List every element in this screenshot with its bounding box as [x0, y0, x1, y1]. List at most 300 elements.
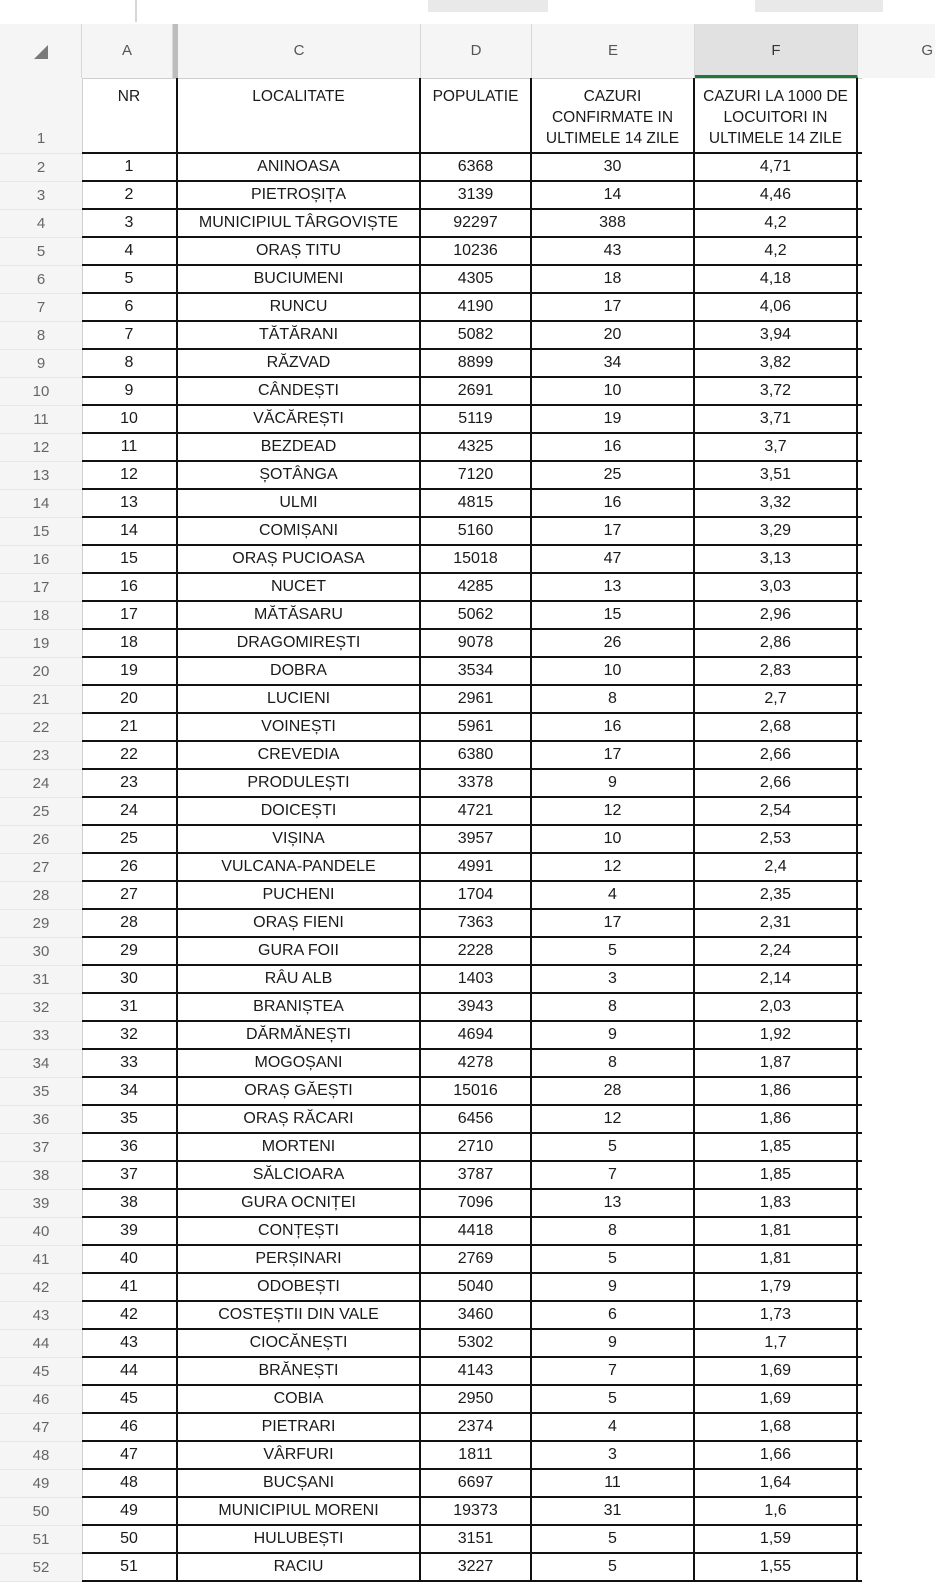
- cell-localitate[interactable]: ORAȘ RĂCARI: [178, 1106, 421, 1132]
- row-header[interactable]: 11: [0, 406, 82, 434]
- cell-nr[interactable]: 7: [82, 322, 178, 348]
- cell-rata[interactable]: 3,82: [695, 350, 858, 376]
- cell-localitate[interactable]: PRODULEȘTI: [178, 770, 421, 796]
- cell-populatie[interactable]: 3534: [421, 658, 532, 684]
- cell-rata[interactable]: 4,46: [695, 182, 858, 208]
- cell-populatie[interactable]: 7363: [421, 910, 532, 936]
- cell-cazuri[interactable]: 12: [532, 798, 695, 824]
- select-all-corner[interactable]: [0, 24, 82, 78]
- header-cell-rata[interactable]: CAZURI LA 1000 DE LOCUITORI IN ULTIMELE 14 ZILE: [695, 78, 858, 152]
- cell-rata[interactable]: 1,81: [695, 1218, 858, 1244]
- cell-localitate[interactable]: ORAȘ PUCIOASA: [178, 546, 421, 572]
- cell-localitate[interactable]: PIETROȘIȚA: [178, 182, 421, 208]
- cell-localitate[interactable]: GURA OCNIȚEI: [178, 1190, 421, 1216]
- cell-nr[interactable]: 42: [82, 1302, 178, 1328]
- cell-cazuri[interactable]: 9: [532, 1274, 695, 1300]
- row-header[interactable]: 25: [0, 798, 82, 826]
- cell-cazuri[interactable]: 28: [532, 1078, 695, 1104]
- row-header[interactable]: 6: [0, 266, 82, 294]
- cell-nr[interactable]: 40: [82, 1246, 178, 1272]
- cell-cazuri[interactable]: 8: [532, 686, 695, 712]
- cell-rata[interactable]: 4,06: [695, 294, 858, 320]
- header-cell-localitate[interactable]: LOCALITATE: [178, 78, 421, 152]
- cell-cazuri[interactable]: 31: [532, 1498, 695, 1524]
- cell-localitate[interactable]: COMIȘANI: [178, 518, 421, 544]
- cell-localitate[interactable]: RUNCU: [178, 294, 421, 320]
- cell-populatie[interactable]: 1403: [421, 966, 532, 992]
- cell-rata[interactable]: 1,73: [695, 1302, 858, 1328]
- cell-cazuri[interactable]: 26: [532, 630, 695, 656]
- cell-localitate[interactable]: CREVEDIA: [178, 742, 421, 768]
- cell-localitate[interactable]: PUCHENI: [178, 882, 421, 908]
- cell-rata[interactable]: 2,35: [695, 882, 858, 908]
- cell-localitate[interactable]: CÂNDEȘTI: [178, 378, 421, 404]
- cell-cazuri[interactable]: 17: [532, 294, 695, 320]
- row-header[interactable]: 4: [0, 210, 82, 238]
- cell-nr[interactable]: 50: [82, 1526, 178, 1552]
- cell-localitate[interactable]: ORAȘ GĂEȘTI: [178, 1078, 421, 1104]
- cell-localitate[interactable]: RÂU ALB: [178, 966, 421, 992]
- row-header[interactable]: 52: [0, 1554, 82, 1582]
- row-header[interactable]: 9: [0, 350, 82, 378]
- cell-cazuri[interactable]: 10: [532, 378, 695, 404]
- cell-cazuri[interactable]: 9: [532, 770, 695, 796]
- cell-localitate[interactable]: ORAȘ TITU: [178, 238, 421, 264]
- cell-nr[interactable]: 18: [82, 630, 178, 656]
- cell-localitate[interactable]: ORAȘ FIENI: [178, 910, 421, 936]
- row-header[interactable]: 30: [0, 938, 82, 966]
- cell-nr[interactable]: 28: [82, 910, 178, 936]
- cell-cazuri[interactable]: 14: [532, 182, 695, 208]
- cell-rata[interactable]: 2,7: [695, 686, 858, 712]
- cell-cazuri[interactable]: 17: [532, 910, 695, 936]
- cell-cazuri[interactable]: 25: [532, 462, 695, 488]
- row-header[interactable]: 21: [0, 686, 82, 714]
- cell-cazuri[interactable]: 9: [532, 1330, 695, 1356]
- cell-nr[interactable]: 1: [82, 154, 178, 180]
- cell-nr[interactable]: 6: [82, 294, 178, 320]
- cell-nr[interactable]: 14: [82, 518, 178, 544]
- toolbar-button[interactable]: [428, 0, 548, 12]
- cell-populatie[interactable]: 4721: [421, 798, 532, 824]
- cell-populatie[interactable]: 3151: [421, 1526, 532, 1552]
- row-header[interactable]: 13: [0, 462, 82, 490]
- row-header[interactable]: 5: [0, 238, 82, 266]
- cell-populatie[interactable]: 3139: [421, 182, 532, 208]
- cell-populatie[interactable]: 5302: [421, 1330, 532, 1356]
- cell-cazuri[interactable]: 19: [532, 406, 695, 432]
- cell-populatie[interactable]: 7120: [421, 462, 532, 488]
- column-header-c[interactable]: C: [178, 24, 421, 78]
- cell-rata[interactable]: 2,4: [695, 854, 858, 880]
- cell-rata[interactable]: 4,2: [695, 210, 858, 236]
- row-header[interactable]: 49: [0, 1470, 82, 1498]
- cell-localitate[interactable]: ȘOTÂNGA: [178, 462, 421, 488]
- cell-cazuri[interactable]: 47: [532, 546, 695, 572]
- cell-rata[interactable]: 3,29: [695, 518, 858, 544]
- cell-nr[interactable]: 22: [82, 742, 178, 768]
- cell-rata[interactable]: 1,92: [695, 1022, 858, 1048]
- cell-cazuri[interactable]: 18: [532, 266, 695, 292]
- cell-nr[interactable]: 51: [82, 1554, 178, 1580]
- cell-populatie[interactable]: 2691: [421, 378, 532, 404]
- cell-rata[interactable]: 1,79: [695, 1274, 858, 1300]
- row-header[interactable]: 27: [0, 854, 82, 882]
- row-header[interactable]: 28: [0, 882, 82, 910]
- cell-cazuri[interactable]: 34: [532, 350, 695, 376]
- cell-rata[interactable]: 1,81: [695, 1246, 858, 1272]
- cell-rata[interactable]: 1,66: [695, 1442, 858, 1468]
- cell-rata[interactable]: 2,31: [695, 910, 858, 936]
- row-header[interactable]: 14: [0, 490, 82, 518]
- row-header[interactable]: 36: [0, 1106, 82, 1134]
- cell-localitate[interactable]: ULMI: [178, 490, 421, 516]
- row-header[interactable]: 7: [0, 294, 82, 322]
- cell-rata[interactable]: 3,13: [695, 546, 858, 572]
- row-header[interactable]: 38: [0, 1162, 82, 1190]
- cell-nr[interactable]: 47: [82, 1442, 178, 1468]
- cell-localitate[interactable]: VĂCĂREȘTI: [178, 406, 421, 432]
- row-header[interactable]: 35: [0, 1078, 82, 1106]
- cell-populatie[interactable]: 4278: [421, 1050, 532, 1076]
- cell-rata[interactable]: 1,6: [695, 1498, 858, 1524]
- cell-localitate[interactable]: PERȘINARI: [178, 1246, 421, 1272]
- row-header[interactable]: 18: [0, 602, 82, 630]
- cell-populatie[interactable]: 3227: [421, 1554, 532, 1580]
- cell-nr[interactable]: 41: [82, 1274, 178, 1300]
- cell-populatie[interactable]: 3943: [421, 994, 532, 1020]
- row-header[interactable]: 16: [0, 546, 82, 574]
- cell-rata[interactable]: 2,96: [695, 602, 858, 628]
- row-header[interactable]: 2: [0, 154, 82, 182]
- cell-localitate[interactable]: CIOCĂNEȘTI: [178, 1330, 421, 1356]
- cell-populatie[interactable]: 3460: [421, 1302, 532, 1328]
- cell-nr[interactable]: 35: [82, 1106, 178, 1132]
- header-cell-nr[interactable]: NR: [82, 78, 178, 152]
- cell-rata[interactable]: 1,7: [695, 1330, 858, 1356]
- row-header[interactable]: 19: [0, 630, 82, 658]
- cell-cazuri[interactable]: 17: [532, 742, 695, 768]
- cell-rata[interactable]: 2,86: [695, 630, 858, 656]
- cell-localitate[interactable]: HULUBEȘTI: [178, 1526, 421, 1552]
- cell-populatie[interactable]: 15018: [421, 546, 532, 572]
- cell-localitate[interactable]: VÂRFURI: [178, 1442, 421, 1468]
- cell-rata[interactable]: 1,68: [695, 1414, 858, 1440]
- cell-rata[interactable]: 2,83: [695, 658, 858, 684]
- row-header[interactable]: 8: [0, 322, 82, 350]
- cell-cazuri[interactable]: 16: [532, 434, 695, 460]
- row-header[interactable]: 15: [0, 518, 82, 546]
- cell-rata[interactable]: 1,86: [695, 1078, 858, 1104]
- cell-rata[interactable]: 1,83: [695, 1190, 858, 1216]
- row-header[interactable]: 44: [0, 1330, 82, 1358]
- cell-localitate[interactable]: VULCANA-PANDELE: [178, 854, 421, 880]
- cell-rata[interactable]: 1,87: [695, 1050, 858, 1076]
- cell-populatie[interactable]: 3957: [421, 826, 532, 852]
- cell-cazuri[interactable]: 5: [532, 1386, 695, 1412]
- cell-localitate[interactable]: BUCȘANI: [178, 1470, 421, 1496]
- cell-nr[interactable]: 5: [82, 266, 178, 292]
- cell-cazuri[interactable]: 7: [532, 1162, 695, 1188]
- cell-cazuri[interactable]: 3: [532, 966, 695, 992]
- cell-rata[interactable]: 2,68: [695, 714, 858, 740]
- cell-rata[interactable]: 1,55: [695, 1554, 858, 1580]
- header-cell-cazuri[interactable]: CAZURI CONFIRMATE IN ULTIMELE 14 ZILE: [532, 78, 695, 152]
- cell-cazuri[interactable]: 5: [532, 1246, 695, 1272]
- cell-populatie[interactable]: 4991: [421, 854, 532, 880]
- cell-rata[interactable]: 3,03: [695, 574, 858, 600]
- cell-populatie[interactable]: 5119: [421, 406, 532, 432]
- row-header[interactable]: 22: [0, 714, 82, 742]
- cell-nr[interactable]: 33: [82, 1050, 178, 1076]
- cell-cazuri[interactable]: 15: [532, 602, 695, 628]
- cell-cazuri[interactable]: 16: [532, 490, 695, 516]
- cell-cazuri[interactable]: 8: [532, 1218, 695, 1244]
- cell-cazuri[interactable]: 3: [532, 1442, 695, 1468]
- cell-populatie[interactable]: 3378: [421, 770, 532, 796]
- cell-populatie[interactable]: 1811: [421, 1442, 532, 1468]
- row-header[interactable]: 32: [0, 994, 82, 1022]
- row-header[interactable]: 41: [0, 1246, 82, 1274]
- cell-cazuri[interactable]: 6: [532, 1302, 695, 1328]
- cell-populatie[interactable]: 6456: [421, 1106, 532, 1132]
- cell-rata[interactable]: 2,66: [695, 770, 858, 796]
- cell-localitate[interactable]: BUCIUMENI: [178, 266, 421, 292]
- cell-populatie[interactable]: 2374: [421, 1414, 532, 1440]
- cell-populatie[interactable]: 92297: [421, 210, 532, 236]
- cell-localitate[interactable]: DOICEȘTI: [178, 798, 421, 824]
- row-header[interactable]: 23: [0, 742, 82, 770]
- cell-nr[interactable]: 12: [82, 462, 178, 488]
- cell-populatie[interactable]: 5040: [421, 1274, 532, 1300]
- cell-cazuri[interactable]: 4: [532, 1414, 695, 1440]
- cell-populatie[interactable]: 2710: [421, 1134, 532, 1160]
- cell-nr[interactable]: 9: [82, 378, 178, 404]
- cell-cazuri[interactable]: 12: [532, 1106, 695, 1132]
- cell-rata[interactable]: 2,66: [695, 742, 858, 768]
- cell-localitate[interactable]: VOINEȘTI: [178, 714, 421, 740]
- cell-rata[interactable]: 1,85: [695, 1134, 858, 1160]
- cell-populatie[interactable]: 19373: [421, 1498, 532, 1524]
- cell-cazuri[interactable]: 13: [532, 1190, 695, 1216]
- cell-localitate[interactable]: BRĂNEȘTI: [178, 1358, 421, 1384]
- cell-cazuri[interactable]: 30: [532, 154, 695, 180]
- row-header[interactable]: 50: [0, 1498, 82, 1526]
- cell-populatie[interactable]: 4190: [421, 294, 532, 320]
- cell-localitate[interactable]: BRANIȘTEA: [178, 994, 421, 1020]
- cell-nr[interactable]: 19: [82, 658, 178, 684]
- row-header[interactable]: 40: [0, 1218, 82, 1246]
- cell-populatie[interactable]: 1704: [421, 882, 532, 908]
- cell-populatie[interactable]: 2769: [421, 1246, 532, 1272]
- cell-populatie[interactable]: 5961: [421, 714, 532, 740]
- cell-localitate[interactable]: ANINOASA: [178, 154, 421, 180]
- cell-populatie[interactable]: 6697: [421, 1470, 532, 1496]
- cell-localitate[interactable]: RACIU: [178, 1554, 421, 1580]
- toolbar-button[interactable]: [755, 0, 883, 12]
- column-header-d[interactable]: D: [421, 24, 532, 78]
- cell-cazuri[interactable]: 5: [532, 1526, 695, 1552]
- cell-populatie[interactable]: 6368: [421, 154, 532, 180]
- cell-cazuri[interactable]: 10: [532, 658, 695, 684]
- row-header[interactable]: 39: [0, 1190, 82, 1218]
- cell-populatie[interactable]: 4815: [421, 490, 532, 516]
- cell-cazuri[interactable]: 8: [532, 994, 695, 1020]
- cell-nr[interactable]: 49: [82, 1498, 178, 1524]
- column-g-empty[interactable]: [862, 78, 935, 1586]
- cell-nr[interactable]: 24: [82, 798, 178, 824]
- cell-cazuri[interactable]: 8: [532, 1050, 695, 1076]
- cell-rata[interactable]: 3,72: [695, 378, 858, 404]
- cell-cazuri[interactable]: 10: [532, 826, 695, 852]
- cell-cazuri[interactable]: 16: [532, 714, 695, 740]
- cell-populatie[interactable]: 7096: [421, 1190, 532, 1216]
- cell-cazuri[interactable]: 43: [532, 238, 695, 264]
- cell-nr[interactable]: 25: [82, 826, 178, 852]
- cell-nr[interactable]: 34: [82, 1078, 178, 1104]
- row-header[interactable]: 51: [0, 1526, 82, 1554]
- cell-populatie[interactable]: 5160: [421, 518, 532, 544]
- cell-cazuri[interactable]: 12: [532, 854, 695, 880]
- row-header[interactable]: 12: [0, 434, 82, 462]
- cell-localitate[interactable]: BEZDEAD: [178, 434, 421, 460]
- cell-populatie[interactable]: 6380: [421, 742, 532, 768]
- cell-nr[interactable]: 39: [82, 1218, 178, 1244]
- cell-localitate[interactable]: PIETRARI: [178, 1414, 421, 1440]
- cell-localitate[interactable]: MUNICIPIUL TÂRGOVIȘTE: [178, 210, 421, 236]
- cell-localitate[interactable]: MĂTĂSARU: [178, 602, 421, 628]
- cell-localitate[interactable]: VIȘINA: [178, 826, 421, 852]
- cell-rata[interactable]: 1,69: [695, 1386, 858, 1412]
- cell-populatie[interactable]: 4694: [421, 1022, 532, 1048]
- cell-rata[interactable]: 4,71: [695, 154, 858, 180]
- cell-localitate[interactable]: NUCET: [178, 574, 421, 600]
- cell-localitate[interactable]: DĂRMĂNEȘTI: [178, 1022, 421, 1048]
- cell-localitate[interactable]: RĂZVAD: [178, 350, 421, 376]
- row-header[interactable]: 29: [0, 910, 82, 938]
- cell-populatie[interactable]: 4305: [421, 266, 532, 292]
- cell-rata[interactable]: 3,51: [695, 462, 858, 488]
- cell-nr[interactable]: 36: [82, 1134, 178, 1160]
- cell-cazuri[interactable]: 4: [532, 882, 695, 908]
- row-header[interactable]: 31: [0, 966, 82, 994]
- row-header[interactable]: 43: [0, 1302, 82, 1330]
- cell-rata[interactable]: 1,85: [695, 1162, 858, 1188]
- cell-cazuri[interactable]: 388: [532, 210, 695, 236]
- cell-rata[interactable]: 1,69: [695, 1358, 858, 1384]
- cell-populatie[interactable]: 8899: [421, 350, 532, 376]
- cell-nr[interactable]: 11: [82, 434, 178, 460]
- column-header-a[interactable]: A: [82, 24, 173, 78]
- cell-nr[interactable]: 30: [82, 966, 178, 992]
- cell-localitate[interactable]: CONȚEȘTI: [178, 1218, 421, 1244]
- cell-rata[interactable]: 1,64: [695, 1470, 858, 1496]
- cell-populatie[interactable]: 2950: [421, 1386, 532, 1412]
- cell-nr[interactable]: 32: [82, 1022, 178, 1048]
- cell-rata[interactable]: 3,94: [695, 322, 858, 348]
- cell-nr[interactable]: 43: [82, 1330, 178, 1356]
- cell-nr[interactable]: 16: [82, 574, 178, 600]
- cell-populatie[interactable]: 4285: [421, 574, 532, 600]
- row-header[interactable]: 48: [0, 1442, 82, 1470]
- row-header[interactable]: 3: [0, 182, 82, 210]
- cell-localitate[interactable]: MORTENI: [178, 1134, 421, 1160]
- cell-nr[interactable]: 8: [82, 350, 178, 376]
- cell-cazuri[interactable]: 11: [532, 1470, 695, 1496]
- cell-nr[interactable]: 29: [82, 938, 178, 964]
- cell-nr[interactable]: 38: [82, 1190, 178, 1216]
- cell-nr[interactable]: 37: [82, 1162, 178, 1188]
- row-header[interactable]: 24: [0, 770, 82, 798]
- row-header[interactable]: 37: [0, 1134, 82, 1162]
- row-header[interactable]: 47: [0, 1414, 82, 1442]
- cell-populatie[interactable]: 4325: [421, 434, 532, 460]
- column-header-g[interactable]: G: [921, 42, 933, 59]
- cell-localitate[interactable]: MUNICIPIUL MORENI: [178, 1498, 421, 1524]
- cell-nr[interactable]: 10: [82, 406, 178, 432]
- row-header[interactable]: 1: [0, 78, 82, 154]
- cell-rata[interactable]: 4,18: [695, 266, 858, 292]
- row-header[interactable]: 42: [0, 1274, 82, 1302]
- cell-nr[interactable]: 13: [82, 490, 178, 516]
- cell-localitate[interactable]: DOBRA: [178, 658, 421, 684]
- cell-nr[interactable]: 2: [82, 182, 178, 208]
- cell-cazuri[interactable]: 13: [532, 574, 695, 600]
- cell-cazuri[interactable]: 17: [532, 518, 695, 544]
- cell-localitate[interactable]: MOGOȘANI: [178, 1050, 421, 1076]
- cell-populatie[interactable]: 3787: [421, 1162, 532, 1188]
- cell-populatie[interactable]: 2961: [421, 686, 532, 712]
- cell-populatie[interactable]: 4143: [421, 1358, 532, 1384]
- cell-rata[interactable]: 2,14: [695, 966, 858, 992]
- cell-rata[interactable]: 3,7: [695, 434, 858, 460]
- cell-cazuri[interactable]: 7: [532, 1358, 695, 1384]
- row-header[interactable]: 45: [0, 1358, 82, 1386]
- cell-populatie[interactable]: 4418: [421, 1218, 532, 1244]
- cell-nr[interactable]: 27: [82, 882, 178, 908]
- cell-rata[interactable]: 3,71: [695, 406, 858, 432]
- cell-localitate[interactable]: COBIA: [178, 1386, 421, 1412]
- cell-nr[interactable]: 44: [82, 1358, 178, 1384]
- cell-populatie[interactable]: 2228: [421, 938, 532, 964]
- cell-cazuri[interactable]: 20: [532, 322, 695, 348]
- cell-nr[interactable]: 21: [82, 714, 178, 740]
- cell-localitate[interactable]: SĂLCIOARA: [178, 1162, 421, 1188]
- row-header[interactable]: 46: [0, 1386, 82, 1414]
- cell-populatie[interactable]: 15016: [421, 1078, 532, 1104]
- cell-cazuri[interactable]: 5: [532, 1554, 695, 1580]
- cell-populatie[interactable]: 9078: [421, 630, 532, 656]
- cell-nr[interactable]: 46: [82, 1414, 178, 1440]
- cell-rata[interactable]: 3,32: [695, 490, 858, 516]
- cell-nr[interactable]: 3: [82, 210, 178, 236]
- column-header-f-selected[interactable]: F: [695, 24, 858, 78]
- cell-localitate[interactable]: GURA FOII: [178, 938, 421, 964]
- cell-nr[interactable]: 23: [82, 770, 178, 796]
- row-header[interactable]: 20: [0, 658, 82, 686]
- cell-nr[interactable]: 31: [82, 994, 178, 1020]
- cell-populatie[interactable]: 5082: [421, 322, 532, 348]
- cell-cazuri[interactable]: 9: [532, 1022, 695, 1048]
- cell-rata[interactable]: 4,2: [695, 238, 858, 264]
- row-header[interactable]: 33: [0, 1022, 82, 1050]
- cell-rata[interactable]: 2,24: [695, 938, 858, 964]
- cell-rata[interactable]: 2,03: [695, 994, 858, 1020]
- cell-nr[interactable]: 15: [82, 546, 178, 572]
- cell-rata[interactable]: 1,86: [695, 1106, 858, 1132]
- cell-localitate[interactable]: TĂTĂRANI: [178, 322, 421, 348]
- cell-populatie[interactable]: 10236: [421, 238, 532, 264]
